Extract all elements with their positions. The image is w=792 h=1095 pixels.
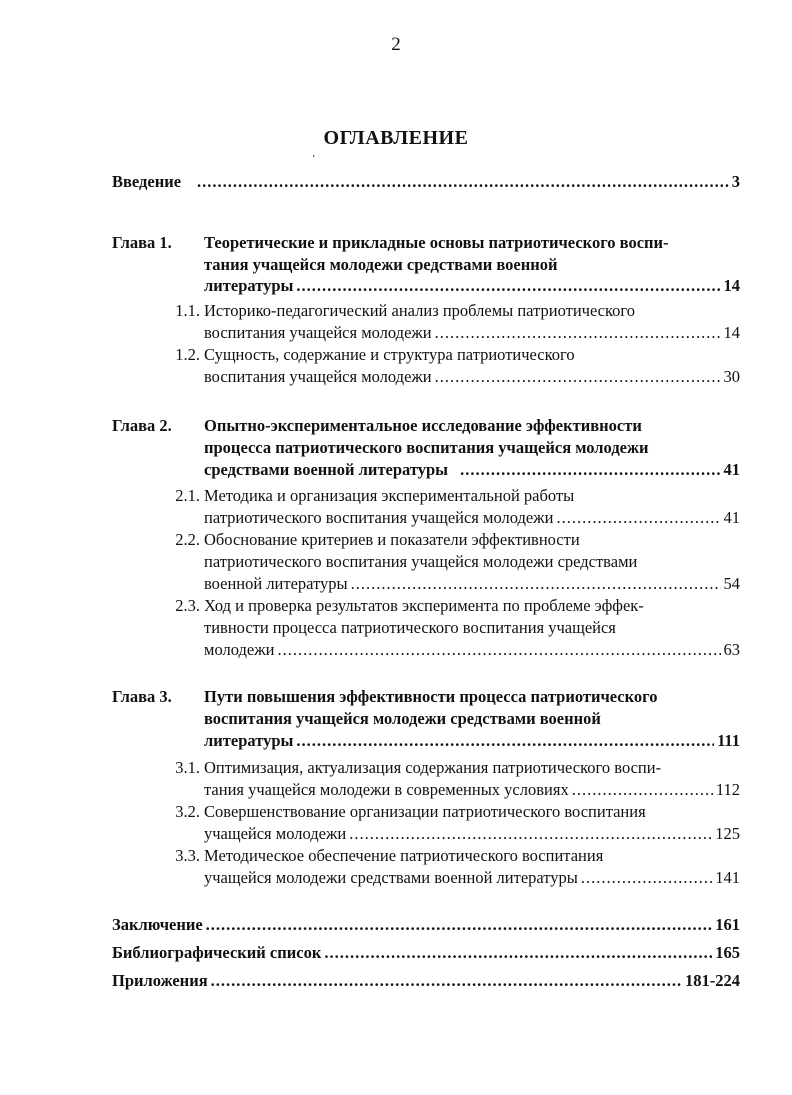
dot-leader: [206, 914, 713, 936]
section-1-1-line-2: воспитания учащейся молодежи: [204, 323, 432, 342]
dot-leader: [324, 942, 712, 964]
toc-conclusion-page: 161: [715, 915, 740, 934]
section-1-2-page: 30: [723, 367, 740, 386]
chapter-1-title-line-3: литературы: [204, 276, 294, 295]
section-2-1-number: 2.1.: [175, 486, 200, 505]
chapter-3-title-line-1: Пути повышения эффективности процесса патриотического: [204, 687, 658, 706]
page-title: ОГЛАВЛЕНИЕ: [323, 127, 469, 149]
chapter-3-entry[interactable]: [204, 730, 740, 752]
chapter-2-entry[interactable]: [204, 459, 740, 481]
section-2-3-line-1: Ход и проверка результатов эксперимента по проблеме эффек-: [204, 596, 644, 615]
toc-intro-page: 3: [731, 172, 740, 191]
section-2-1-line-2: патриотического воспитания учащейся молодежи: [204, 508, 554, 527]
section-2-2-line-3: военной литературы: [204, 574, 348, 593]
page-number: 2: [391, 34, 401, 55]
chapter-1-entry[interactable]: [204, 275, 740, 297]
chapter-3-title-line-3: литературы: [204, 731, 294, 750]
section-2-2-number: 2.2.: [175, 530, 200, 549]
section-3-3-number: 3.3.: [175, 846, 200, 865]
dot-leader: [460, 459, 720, 481]
dot-leader: [277, 639, 720, 661]
section-3-3-line-1: Методическое обеспечение патриотического воспитания: [204, 846, 604, 865]
chapter-1-title-line-2: тания учащейся молодежи средствами военной: [204, 255, 558, 274]
section-3-2-line-2: учащейся молодежи: [204, 824, 347, 843]
section-1-2-line-1: Сущность, содержание и структура патриотического: [204, 345, 575, 364]
dot-leader: [296, 275, 720, 297]
section-2-3-entry[interactable]: [204, 639, 740, 661]
dot-leader: [197, 171, 729, 193]
dot-leader: [435, 366, 721, 388]
section-3-1-number: 3.1.: [175, 758, 200, 777]
scan-mark: ʼ: [312, 154, 316, 165]
dot-leader: [435, 322, 721, 344]
toc-bibliography-page: 165: [715, 943, 740, 962]
dot-leader: [581, 867, 712, 889]
section-3-3-line-2: учащейся молодежи средствами военной литературы: [204, 868, 578, 887]
toc-conclusion-label: Заключение: [112, 915, 203, 934]
section-3-3-page: 141: [715, 868, 740, 887]
toc-bibliography[interactable]: [112, 942, 740, 964]
toc-bibliography-label: Библиографический список: [112, 943, 322, 962]
section-1-1-entry[interactable]: [204, 322, 740, 344]
chapter-1-title-line-1: Теоретические и прикладные основы патриотического воспи-: [204, 233, 669, 252]
toc-appendices-label: Приложения: [112, 971, 208, 990]
chapter-2-page: 41: [723, 460, 740, 479]
section-2-2-line-1: Обоснование критериев и показатели эффективности: [204, 530, 580, 549]
toc-appendices-page: 181-224: [685, 971, 740, 990]
section-2-2-line-2: патриотического воспитания учащейся молодежи средствами: [204, 552, 638, 571]
section-3-3-entry[interactable]: [204, 867, 740, 889]
section-3-1-entry[interactable]: [204, 779, 740, 801]
chapter-3-page: 111: [717, 731, 740, 750]
section-2-3-line-2: тивности процесса патриотического воспитания учащейся: [204, 618, 616, 637]
section-2-2-page: 54: [723, 574, 740, 593]
chapter-2-title-line-1: Опытно-экспериментальное исследование эффективности: [204, 416, 642, 435]
section-3-2-line-1: Совершенствование организации патриотического воспитания: [204, 802, 646, 821]
dot-leader: [351, 573, 721, 595]
dot-leader: [572, 779, 713, 801]
section-2-3-page: 63: [723, 640, 740, 659]
dot-leader: [211, 970, 682, 992]
chapter-3-title-line-2: воспитания учащейся молодежи средствами военной: [204, 709, 601, 728]
chapter-3-label: Глава 3.: [112, 687, 172, 706]
section-2-1-entry[interactable]: [204, 507, 740, 529]
toc-conclusion[interactable]: [112, 914, 740, 936]
section-2-3-line-3: молодежи: [204, 640, 275, 659]
chapter-1-label: Глава 1.: [112, 233, 172, 252]
toc-intro-label: Введение: [112, 172, 182, 191]
section-3-2-entry[interactable]: [204, 823, 740, 845]
section-2-1-line-1: Методика и организация экспериментальной работы: [204, 486, 575, 505]
section-2-3-number: 2.3.: [175, 596, 200, 615]
section-3-2-number: 3.2.: [175, 802, 200, 821]
toc-intro[interactable]: [112, 171, 740, 193]
section-1-2-entry[interactable]: [204, 366, 740, 388]
section-1-2-line-2: воспитания учащейся молодежи: [204, 367, 432, 386]
section-1-2-number: 1.2.: [175, 345, 200, 364]
section-3-1-line-2: тания учащейся молодежи в современных условиях: [204, 780, 569, 799]
section-3-1-line-1: Оптимизация, актуализация содержания патриотического воспи-: [204, 758, 662, 777]
section-1-1-line-1: Историко-педагогический анализ проблемы патриотического: [204, 301, 636, 320]
toc-appendices[interactable]: [112, 970, 740, 992]
section-1-1-number: 1.1.: [175, 301, 200, 320]
section-1-1-page: 14: [723, 323, 740, 342]
dot-leader: [556, 507, 720, 529]
dot-leader: [349, 823, 712, 845]
chapter-2-title-line-2: процесса патриотического воспитания учащейся молодежи: [204, 438, 649, 457]
chapter-2-title-line-3: средствами военной литературы: [204, 460, 449, 479]
section-3-2-page: 125: [715, 824, 740, 843]
section-3-1-page: 112: [715, 780, 740, 799]
chapter-1-page: 14: [723, 276, 740, 295]
section-2-2-entry[interactable]: [204, 573, 740, 595]
section-2-1-page: 41: [723, 508, 740, 527]
chapter-2-label: Глава 2.: [112, 416, 172, 435]
dot-leader: [296, 730, 714, 752]
